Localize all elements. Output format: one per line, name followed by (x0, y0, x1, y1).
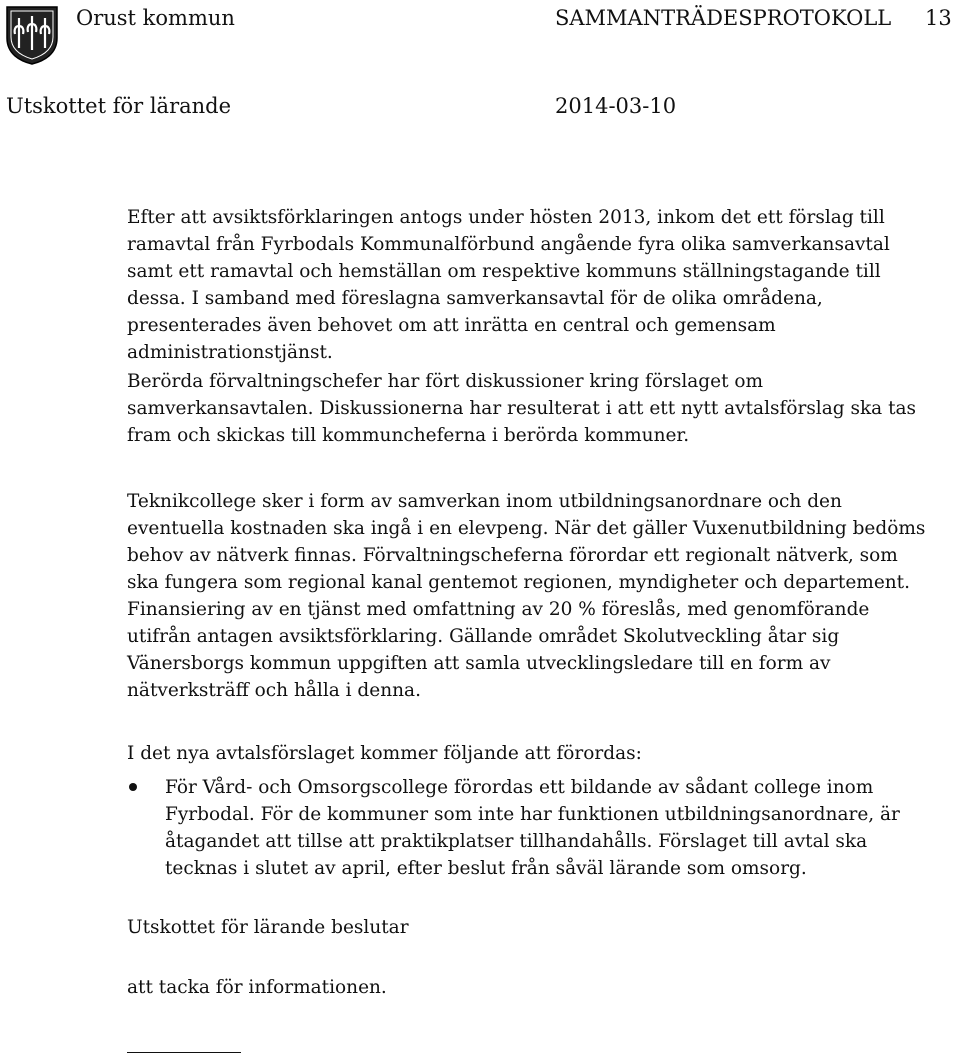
document-type: SAMMANTRÄDESPROTOKOLL (555, 6, 892, 30)
committee-name: Utskottet för lärande (6, 94, 232, 118)
paragraph-teknikcollege: Teknikcollege sker i form av samverkan inom utbildningsanordnare och den eventuella kostnaden ska ingå i en elevpeng. När det gäller Vuxenutbildning bedöms behov av nätverk finnas. Förvaltningscheferna förordar ett regionalt nätverk, som ska fungera som regional kanal gentemot regionen, myndigheter och departement. Finansiering av en tjänst med omfattning av 20 % föreslås, med genomförande utifrån antagen avsiktsförklaring. Gällande området Skolutveckling åtar sig Vänersborgs kommun uppgiften att samla utvecklingsledare till en form av nätverksträff och hålla i denna. (127, 491, 926, 701)
signature-line (127, 1052, 241, 1053)
meeting-date: 2014-03-10 (555, 94, 677, 118)
decision-text: att tacka för informationen. (127, 977, 387, 998)
municipality-logo (4, 4, 60, 66)
paragraph-discussions: Berörda förvaltningschefer har fört diskussioner kring förslaget om samverkansavtalen. Diskussionerna har resulterat i att ett nytt avtalsförslag ska tas fram och skickas till kommuncheferna i berörda kommuner. (127, 371, 917, 446)
bullet-text: För Vård- och Omsorgscollege förordas ett bildande av sådant college inom Fyrbodal. För de kommuner som inte har funktionen utbildningsanordnare, är åtagandet att tillse att praktikplatser tillhandahålls. Förslaget till avtal ska tecknas i slutet av april, efter beslut från såväl lärande som omsorg. (165, 777, 900, 879)
municipality-name: Orust kommun (76, 6, 235, 30)
list-item (127, 774, 927, 882)
page-number: 13 (925, 6, 952, 30)
paragraph-agreement-background: Efter att avsiktsförklaringen antogs under hösten 2013, inkom det ett förslag till ramavtal från Fyrbodals Kommunalförbund angående fyra olika samverkansavtal samt ett ramavtal och hemställan om respektive kommuns ställningstagande till dessa. I samband med föreslagna samverkansavtal för de olika områdena, presenterades även behovet om att inrätta en central och gemensam administrationstjänst. (127, 207, 890, 363)
proposal-bullet-list (127, 774, 927, 882)
decision-heading: Utskottet för lärande beslutar (127, 917, 409, 938)
bullet-icon (129, 783, 137, 791)
paragraph-proposal-intro: I det nya avtalsförslaget kommer följande att förordas: (127, 743, 642, 764)
